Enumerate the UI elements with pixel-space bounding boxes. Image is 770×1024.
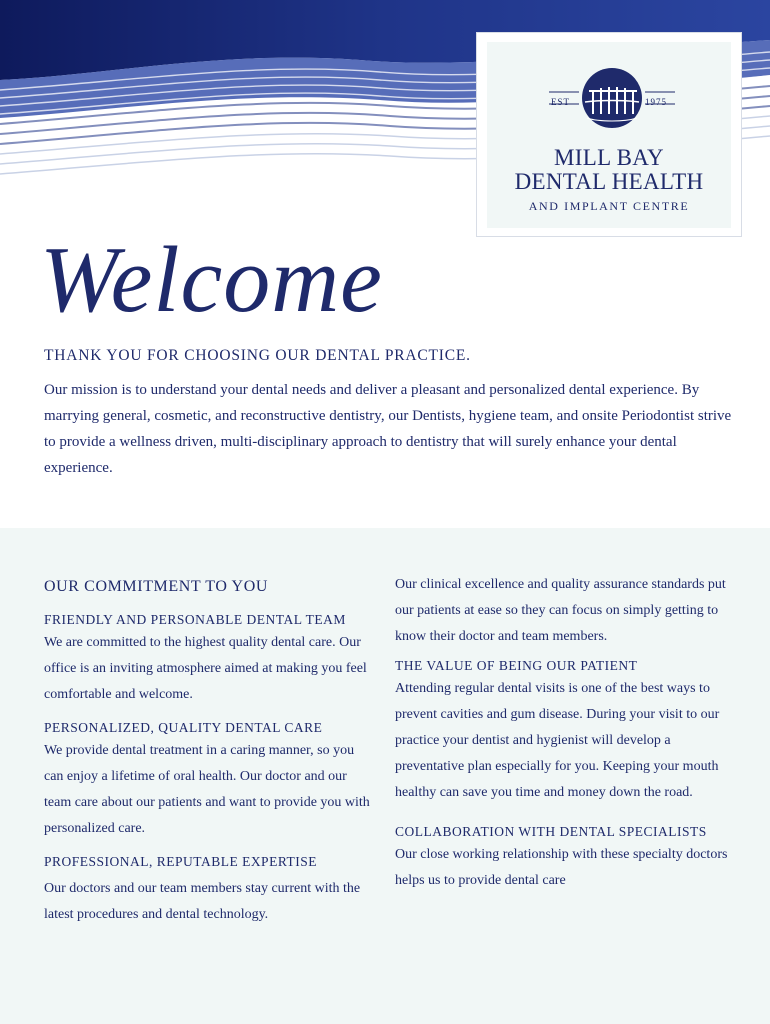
section-heading: THE VALUE OF BEING OUR PATIENT [395, 658, 638, 673]
intro-subheading: THANK YOU FOR CHOOSING OUR DENTAL PRACTICE. [44, 347, 471, 364]
section-body: Attending regular dental visits is one of the best ways to prevent cavities and gum disease. During your visit to our practice your dentist and hygienist will develop a preventative plan especially for you. Keeping your mouth healthy can save you time and money down the road. [395, 681, 720, 800]
logo-name-line1: MILL BAY [554, 145, 664, 170]
welcome-heading: Welcome [40, 228, 383, 332]
section-heading: PERSONALIZED, QUALITY DENTAL CARE [44, 720, 323, 735]
logo-name-line2: DENTAL HEALTH [514, 169, 704, 194]
section-body: We are committed to the highest quality dental care. Our office is an inviting atmosphere aimed at making you feel comfortable and welcome. [44, 635, 367, 702]
section-heading: PROFESSIONAL, REPUTABLE EXPERTISE [44, 854, 318, 869]
commitment-right-column [395, 578, 740, 902]
commitment-title: OUR COMMITMENT TO YOU [44, 578, 269, 595]
logo-card [476, 32, 742, 237]
logo-panel [487, 42, 731, 228]
section-heading: COLLABORATION WITH DENTAL SPECIALISTS [395, 824, 707, 839]
logo-est-label: EST [551, 97, 571, 107]
logo-year: 1975 [645, 97, 667, 107]
section-body: Our close working relationship with these specialty doctors helps us to provide dental care [395, 847, 728, 888]
section-body: Our doctors and our team members stay current with the latest procedures and dental technology. [44, 881, 361, 922]
commitment-left-column [44, 578, 374, 940]
mission-paragraph: Our mission is to understand your dental needs and deliver a pleasant and personalized dental experience. By marrying general, cosmetic, and reconstructive dentistry, our Dentists, hygiene team, and onsite Periodontist strive to provide a wellness driven, multi-disciplinary approach to dentistry that will surely enhance your dental experience. [44, 382, 732, 476]
section-body: We provide dental treatment in a caring manner, so you can enjoy a lifetime of oral health. Our doctor and our team care about our patients and want to provide you with personalized care. [44, 743, 370, 836]
section-heading: FRIENDLY AND PERSONABLE DENTAL TEAM [44, 612, 346, 627]
logo-tagline: AND IMPLANT CENTRE [528, 199, 690, 213]
clinical-excellence-paragraph: Our clinical excellence and quality assurance standards put our patients at ease so they can focus on simply getting to know their doctor and team members. [395, 577, 726, 644]
